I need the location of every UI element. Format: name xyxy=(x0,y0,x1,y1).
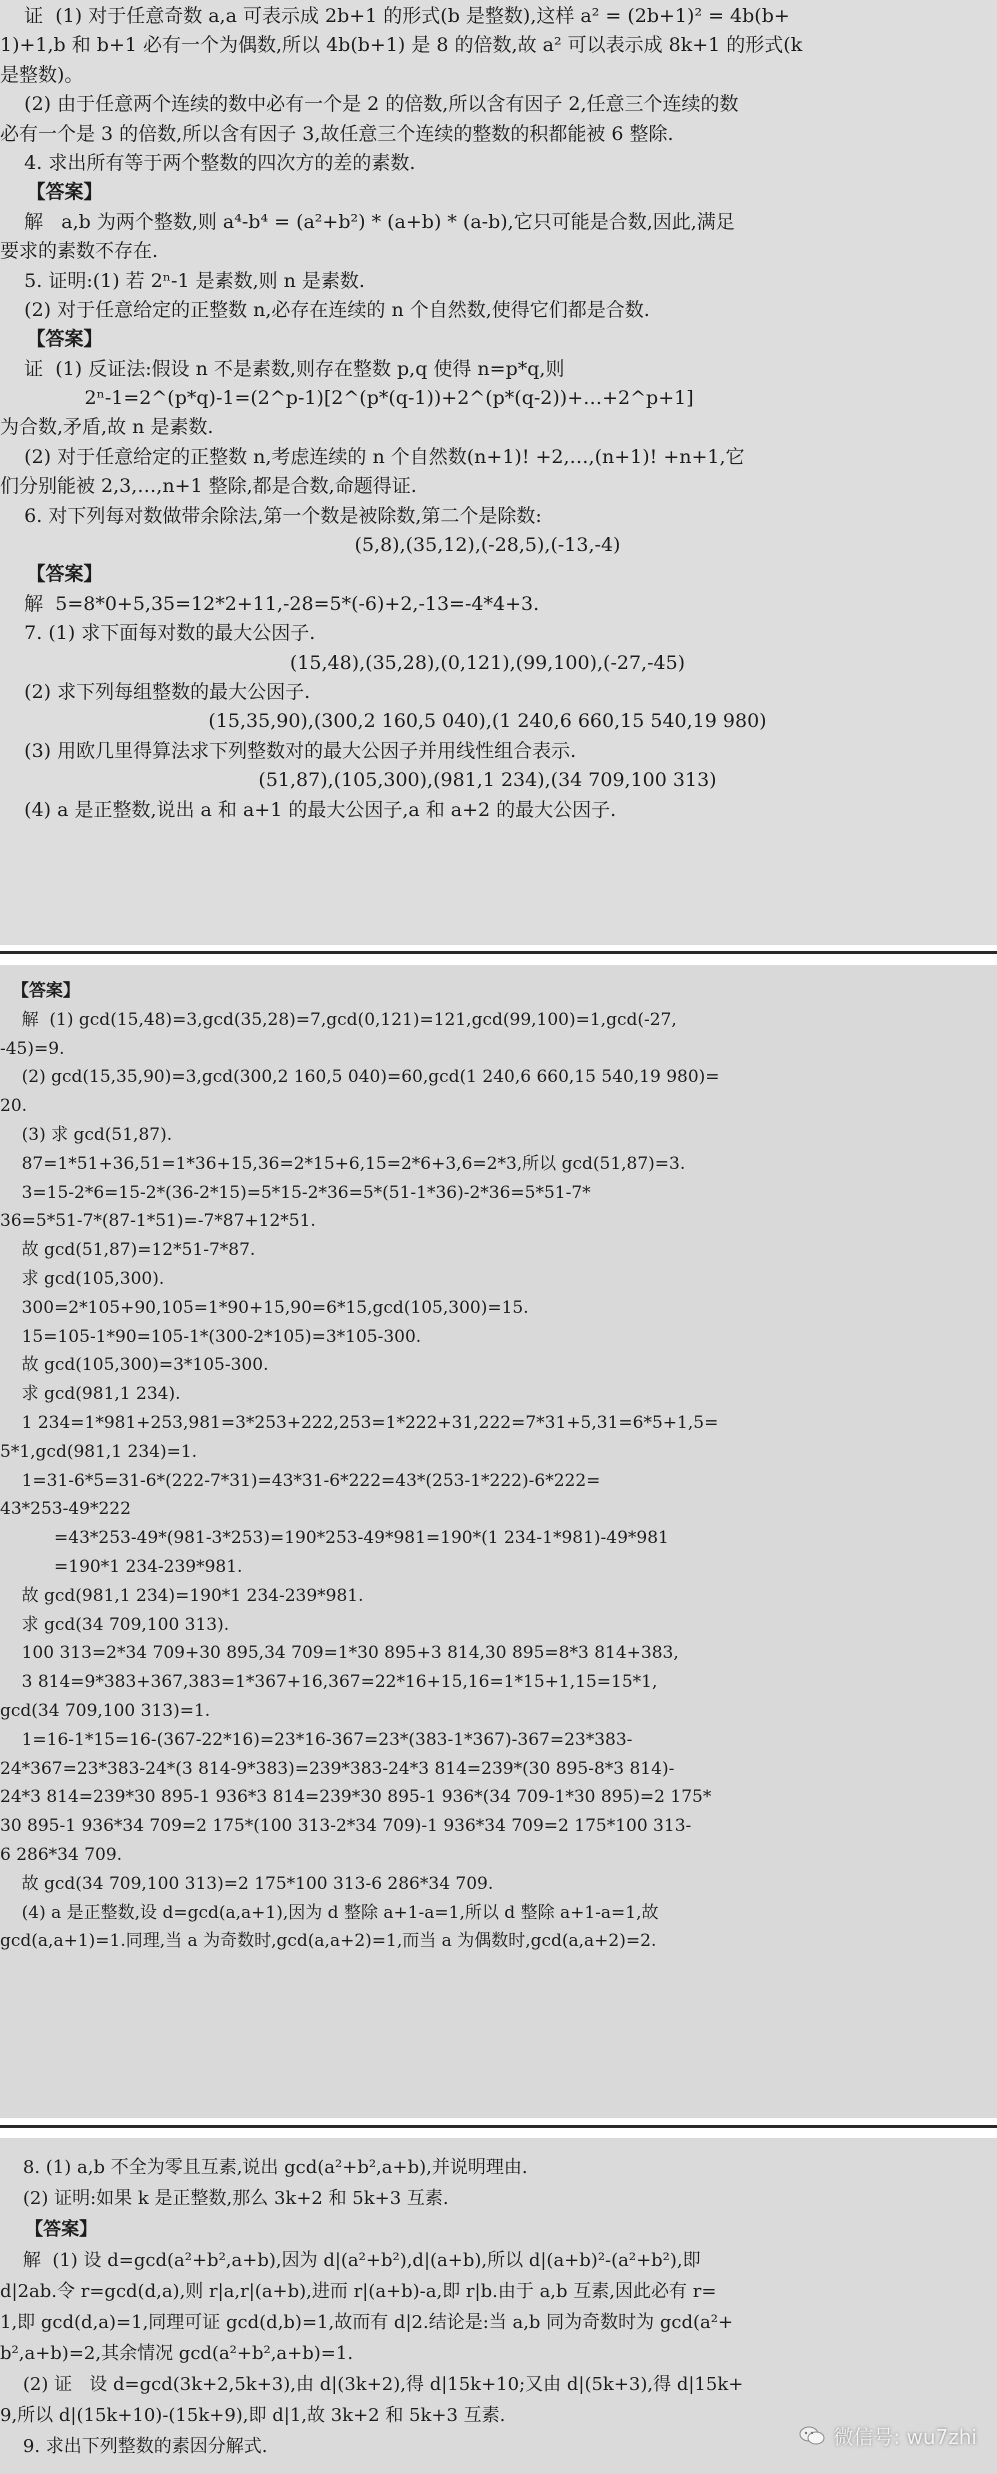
text-line: 36=5*51-7*(87-1*51)=-7*87+12*51. xyxy=(0,1211,316,1232)
answer-heading: 【答案】 xyxy=(0,2219,98,2240)
text-line: 8. (1) a,b 不全为零且互素,说出 gcd(a²+b²,a+b),并说明理由. xyxy=(0,2157,528,2178)
text-line: 9. 求出下列整数的素因分解式. xyxy=(0,2436,268,2457)
page-scan-1 xyxy=(0,0,997,945)
text-line: d|2ab.令 r=gcd(d,a),则 r|a,r|(a+b),进而 r|(a+b)-a,即 r|b.由于 a,b 互素,因此必有 r= xyxy=(0,2281,717,2302)
answer-heading: 【答案】 xyxy=(0,181,103,204)
text-line: 证 (1) 反证法:假设 n 不是素数,则存在整数 p,q 使得 n=p*q,则 xyxy=(0,357,565,380)
text-line: 故 gcd(51,87)=12*51-7*87. xyxy=(0,1240,256,1261)
text-line: gcd(34 709,100 313)=1. xyxy=(0,1700,211,1721)
text-line: 故 gcd(981,1 234)=190*1 234-239*981. xyxy=(0,1585,364,1606)
watermark xyxy=(799,2421,977,2450)
text-line: 6 286*34 709. xyxy=(0,1844,123,1865)
text-line: 30 895-1 936*34 709=2 175*(100 313-2*34 709)-1 936*34 709=2 175*100 313- xyxy=(0,1816,692,1837)
text-line: 1,即 gcd(d,a)=1,同理可证 gcd(d,b)=1,故而有 d|2.结论是:当 a,b 同为奇数时为 gcd(a²+ xyxy=(0,2312,734,2333)
text-line: 9,所以 d|(15k+10)-(15k+9),即 d|1,故 3k+2 和 5k+3 互素. xyxy=(0,2405,506,2426)
text-line: -45)=9. xyxy=(0,1038,65,1059)
text-line: 求 gcd(981,1 234). xyxy=(0,1384,181,1405)
text-line: (15,48),(35,28),(0,121),(99,100),(-27,-45) xyxy=(289,651,686,674)
text-line: 们分别能被 2,3,…,n+1 整除,都是合数,命题得证. xyxy=(0,475,417,498)
text-line: 20. xyxy=(0,1096,28,1117)
text-line: 24*3 814=239*30 895-1 936*3 814=239*30 895-1 936*(34 709-1*30 895)=2 175* xyxy=(0,1787,712,1808)
text-line: 证 (1) 对于任意奇数 a,a 可表示成 2b+1 的形式(b 是整数),这样 a² = (2b+1)² = 4b(b+ xyxy=(0,5,790,27)
answer-heading: 【答案】 xyxy=(0,981,80,1001)
text-line: 解 (1) 设 d=gcd(a²+b²,a+b),因为 d|(a²+b²),d|(a+b),所以 d|(a+b)²-(a²+b²),即 xyxy=(0,2250,701,2271)
text-line: (15,35,90),(300,2 160,5 040),(1 240,6 660,15 540,19 980) xyxy=(208,710,767,733)
text-line: (2) 对于任意给定的正整数 n,必存在连续的 n 个自然数,使得它们都是合数. xyxy=(0,298,650,321)
text-line: 解 (1) gcd(15,48)=3,gcd(35,28)=7,gcd(0,121)=121,gcd(99,100)=1,gcd(-27, xyxy=(0,1009,677,1030)
text-line: (2) 由于任意两个连续的数中必有一个是 2 的倍数,所以含有因子 2,任意三个连续的数 xyxy=(0,93,739,116)
watermark-text: 微信号: wu7zhi xyxy=(833,2425,977,2449)
answer-heading: 【答案】 xyxy=(0,328,103,351)
text-line: (4) a 是正整数,设 d=gcd(a,a+1),因为 d 整除 a+1-a=1,所以 d 整除 a+1-a=1,故 xyxy=(0,1902,659,1923)
text-line: 2ⁿ-1=2^(p*q)-1=(2^p-1)[2^(p*(q-1))+2^(p*(q-2))+…+2^p+1] xyxy=(0,387,694,410)
text-line: 1=31-6*5=31-6*(222-7*31)=43*31-6*222=43*(253-1*222)-6*222= xyxy=(0,1470,601,1491)
text-line: 5*1,gcd(981,1 234)=1. xyxy=(0,1441,198,1462)
text-line: (5,8),(35,12),(-28,5),(-13,-4) xyxy=(354,534,621,557)
text-line: 1=16-1*15=16-(367-22*16)=23*16-367=23*(383-1*367)-367=23*383- xyxy=(0,1729,633,1750)
text-line: 是整数)。 xyxy=(0,63,84,86)
text-line: 要求的素数不存在. xyxy=(0,240,159,263)
text-line: (51,87),(105,300),(981,1 234),(34 709,100 313) xyxy=(258,769,717,792)
text-line: 7. (1) 求下面每对数的最大公因子. xyxy=(0,622,316,645)
text-line: 故 gcd(34 709,100 313)=2 175*100 313-6 286*34 709. xyxy=(0,1873,494,1894)
text-line: 必有一个是 3 的倍数,所以含有因子 3,故任意三个连续的整数的积都能被 6 整除. xyxy=(0,122,674,145)
text-line: 300=2*105+90,105=1*90+15,90=6*15,gcd(105,300)=15. xyxy=(0,1297,529,1318)
text-line: 故 gcd(105,300)=3*105-300. xyxy=(0,1355,269,1376)
text-line: 解 5=8*0+5,35=12*2+11,-28=5*(-6)+2,-13=-4*4+3. xyxy=(0,592,540,615)
text-line: (2) 证明:如果 k 是正整数,那么 3k+2 和 5k+3 互素. xyxy=(0,2188,449,2209)
text-line: 87=1*51+36,51=1*36+15,36=2*15+6,15=2*6+3,6=2*3,所以 gcd(51,87)=3. xyxy=(0,1153,686,1174)
text-line: =43*253-49*(981-3*253)=190*253-49*981=190*(1 234-1*981)-49*981 xyxy=(0,1528,669,1549)
text-line: 1 234=1*981+253,981=3*253+222,253=1*222+31,222=7*31+5,31=6*5+1,5= xyxy=(0,1412,719,1433)
text-line: 43*253-49*222 xyxy=(0,1499,131,1520)
page-divider xyxy=(0,2125,997,2128)
text-line: 求 gcd(105,300). xyxy=(0,1268,165,1289)
answer-heading: 【答案】 xyxy=(0,563,103,586)
text-line: 6. 对下列每对数做带余除法,第一个数是被除数,第二个是除数: xyxy=(0,504,542,527)
text-line: (3) 求 gcd(51,87). xyxy=(0,1124,173,1145)
text-line: 1)+1,b 和 b+1 必有一个为偶数,所以 4b(b+1) 是 8 的倍数,故 a² 可以表示成 8k+1 的形式(k xyxy=(0,34,803,57)
text-line: 4. 求出所有等于两个整数的四次方的差的素数. xyxy=(0,151,416,174)
text-line: 24*367=23*383-24*(3 814-9*383)=239*383-24*3 814=239*(30 895-8*3 814)- xyxy=(0,1758,675,1779)
text-line: 100 313=2*34 709+30 895,34 709=1*30 895+3 814,30 895=8*3 814+383, xyxy=(0,1643,679,1664)
text-line: gcd(a,a+1)=1.同理,当 a 为奇数时,gcd(a,a+2)=1,而当 a 为偶数时,gcd(a,a+2)=2. xyxy=(0,1931,657,1952)
text-line: 3 814=9*383+367,383=1*367+16,367=22*16+15,16=1*15+1,15=15*1, xyxy=(0,1672,658,1693)
text-line: 为合数,矛盾,故 n 是素数. xyxy=(0,416,214,439)
text-line: (2) gcd(15,35,90)=3,gcd(300,2 160,5 040)=60,gcd(1 240,6 660,15 540,19 980)= xyxy=(0,1067,720,1088)
text-line: (2) 对于任意给定的正整数 n,考虑连续的 n 个自然数(n+1)! +2,…,(n+1)! +n+1,它 xyxy=(0,445,745,468)
text-line: (4) a 是正整数,说出 a 和 a+1 的最大公因子,a 和 a+2 的最大公因子. xyxy=(0,798,617,821)
text-line: (3) 用欧几里得算法求下列整数对的最大公因子并用线性组合表示. xyxy=(0,739,577,762)
page-scan-2 xyxy=(0,965,997,2118)
text-line: (2) 证 设 d=gcd(3k+2,5k+3),由 d|(3k+2),得 d|15k+10;又由 d|(5k+3),得 d|15k+ xyxy=(0,2374,744,2395)
text-line: 求 gcd(34 709,100 313). xyxy=(0,1614,230,1635)
text-line: =190*1 234-239*981. xyxy=(0,1556,243,1577)
wechat-icon xyxy=(799,2426,825,2446)
text-line: b²,a+b)=2,其余情况 gcd(a²+b²,a+b)=1. xyxy=(0,2343,354,2364)
text-line: 15=105-1*90=105-1*(300-2*105)=3*105-300. xyxy=(0,1326,422,1347)
text-line: 解 a,b 为两个整数,则 a⁴-b⁴ = (a²+b²) * (a+b) * (a-b),它只可能是合数,因此,满足 xyxy=(0,210,735,233)
page-divider xyxy=(0,951,997,954)
text-line: 5. 证明:(1) 若 2ⁿ-1 是素数,则 n 是素数. xyxy=(0,269,365,292)
text-line: (2) 求下列每组整数的最大公因子. xyxy=(0,680,311,703)
text-line: 3=15-2*6=15-2*(36-2*15)=5*15-2*36=5*(51-1*36)-2*36=5*51-7* xyxy=(0,1182,591,1203)
page-scan-3 xyxy=(0,2138,997,2474)
